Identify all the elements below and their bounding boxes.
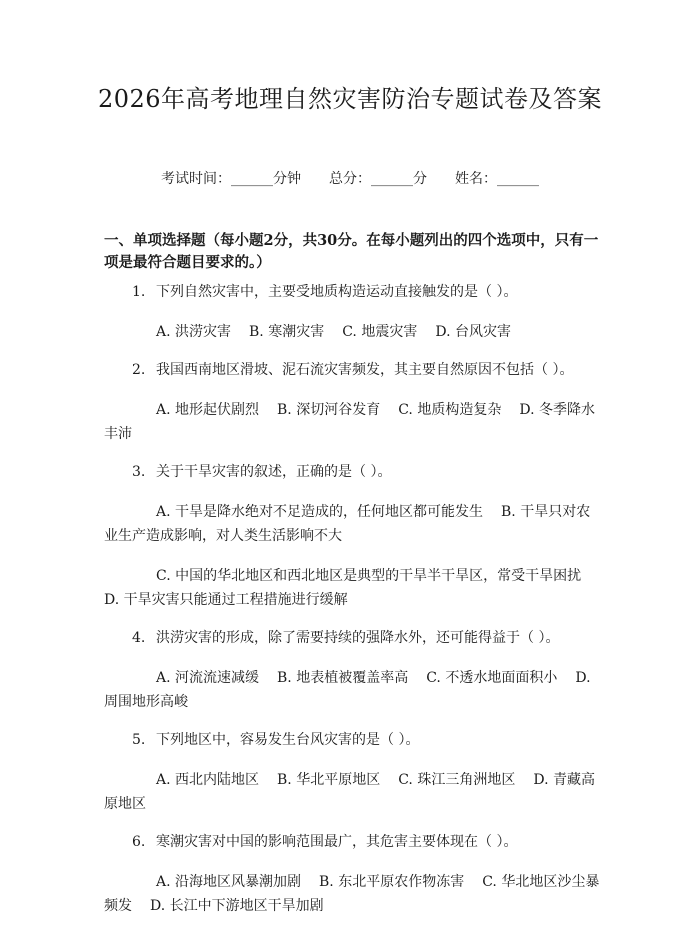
question-number: 5. bbox=[132, 732, 146, 748]
question-stem bbox=[104, 282, 600, 302]
options bbox=[104, 768, 600, 816]
question-number: 1. bbox=[132, 284, 146, 300]
option-d: D. 青藏高原地区 bbox=[104, 772, 595, 812]
option-d: D. 周围地形高峻 bbox=[104, 670, 591, 710]
option-a: A. 洪涝灾害 bbox=[156, 324, 232, 340]
option-b: B. 地表植被覆盖率高 bbox=[277, 670, 409, 686]
options bbox=[104, 870, 600, 918]
options bbox=[104, 564, 600, 612]
option-d: D. 台风灾害 bbox=[435, 324, 511, 340]
name-label: 姓名： bbox=[455, 171, 497, 187]
question-stem bbox=[104, 462, 600, 482]
options bbox=[104, 500, 600, 548]
score-label: 总分： bbox=[329, 171, 371, 187]
question-6 bbox=[104, 832, 600, 918]
score-blank: ______ bbox=[371, 171, 413, 187]
question-number: 4. bbox=[132, 630, 146, 646]
option-a: A. 干旱是降水绝对不足造成的，任何地区都可能发生 bbox=[156, 504, 484, 520]
option-a: A. 沿海地区风暴潮加剧 bbox=[156, 874, 302, 890]
name-blank: ______ bbox=[497, 171, 539, 187]
question-number: 6. bbox=[132, 834, 146, 850]
option-b: B. 寒潮灾害 bbox=[249, 324, 325, 340]
exam-info bbox=[0, 170, 700, 188]
options bbox=[104, 320, 600, 344]
question-text: 关于干旱灾害的叙述，正确的是（ ）。 bbox=[156, 464, 392, 480]
option-a: A. 西北内陆地区 bbox=[156, 772, 260, 788]
options bbox=[104, 398, 600, 446]
option-a: A. 地形起伏剧烈 bbox=[156, 402, 260, 418]
question-stem bbox=[104, 832, 600, 852]
question-text: 洪涝灾害的形成，除了需要持续的强降水外，还可能得益于（ ）。 bbox=[156, 630, 560, 646]
option-c: C. 珠江三角洲地区 bbox=[398, 772, 516, 788]
option-d: D. 冬季降水丰沛 bbox=[104, 402, 595, 442]
question-text: 下列地区中，容易发生台风灾害的是（ ）。 bbox=[156, 732, 420, 748]
option-c: C. 中国的华北地区和西北地区是典型的干旱半干旱区，常受干旱困扰 bbox=[156, 568, 582, 584]
option-b: B. 干旱只对农业生产造成影响，对人类生活影响不大 bbox=[104, 504, 591, 544]
time-label: 考试时间： bbox=[161, 171, 231, 187]
question-5 bbox=[104, 730, 600, 816]
question-1 bbox=[104, 282, 600, 344]
question-text: 寒潮灾害对中国的影响范围最广，其危害主要体现在（ ）。 bbox=[156, 834, 518, 850]
time-blank: ______ bbox=[231, 171, 273, 187]
option-c: C. 地质构造复杂 bbox=[398, 402, 502, 418]
question-list bbox=[104, 282, 600, 934]
question-text: 下列自然灾害中，主要受地质构造运动直接触发的是（ ）。 bbox=[156, 284, 518, 300]
question-3 bbox=[104, 462, 600, 612]
options bbox=[104, 666, 600, 714]
option-b: B. 东北平原农作物冻害 bbox=[319, 874, 465, 890]
question-stem bbox=[104, 628, 600, 648]
question-stem bbox=[104, 360, 600, 380]
score-unit: 分 bbox=[413, 171, 427, 187]
question-number: 3. bbox=[132, 464, 146, 480]
option-c: C. 不透水地面面积小 bbox=[426, 670, 558, 686]
section-heading: 一、单项选择题（每小题2分，共30分。在每小题列出的四个选项中，只有一项是最符合题目要求的。） bbox=[104, 232, 599, 271]
page-title: 2026年高考地理自然灾害防治专题试卷及答案 bbox=[97, 85, 603, 113]
option-d: D. 长江中下游地区干旱加剧 bbox=[150, 898, 324, 914]
question-stem bbox=[104, 730, 600, 750]
time-unit: 分钟 bbox=[273, 171, 301, 187]
question-2 bbox=[104, 360, 600, 446]
option-c: C. 地震灾害 bbox=[342, 324, 418, 340]
option-d: D. 干旱灾害只能通过工程措施进行缓解 bbox=[104, 592, 348, 608]
option-a: A. 河流流速减缓 bbox=[156, 670, 260, 686]
question-text: 我国西南地区滑坡、泥石流灾害频发，其主要自然原因不包括（ ）。 bbox=[156, 362, 574, 378]
option-c: C. 华北地区沙尘暴频发 bbox=[104, 874, 600, 914]
option-b: B. 深切河谷发育 bbox=[277, 402, 381, 418]
question-number: 2. bbox=[132, 362, 146, 378]
option-b: B. 华北平原地区 bbox=[277, 772, 381, 788]
question-4 bbox=[104, 628, 600, 714]
